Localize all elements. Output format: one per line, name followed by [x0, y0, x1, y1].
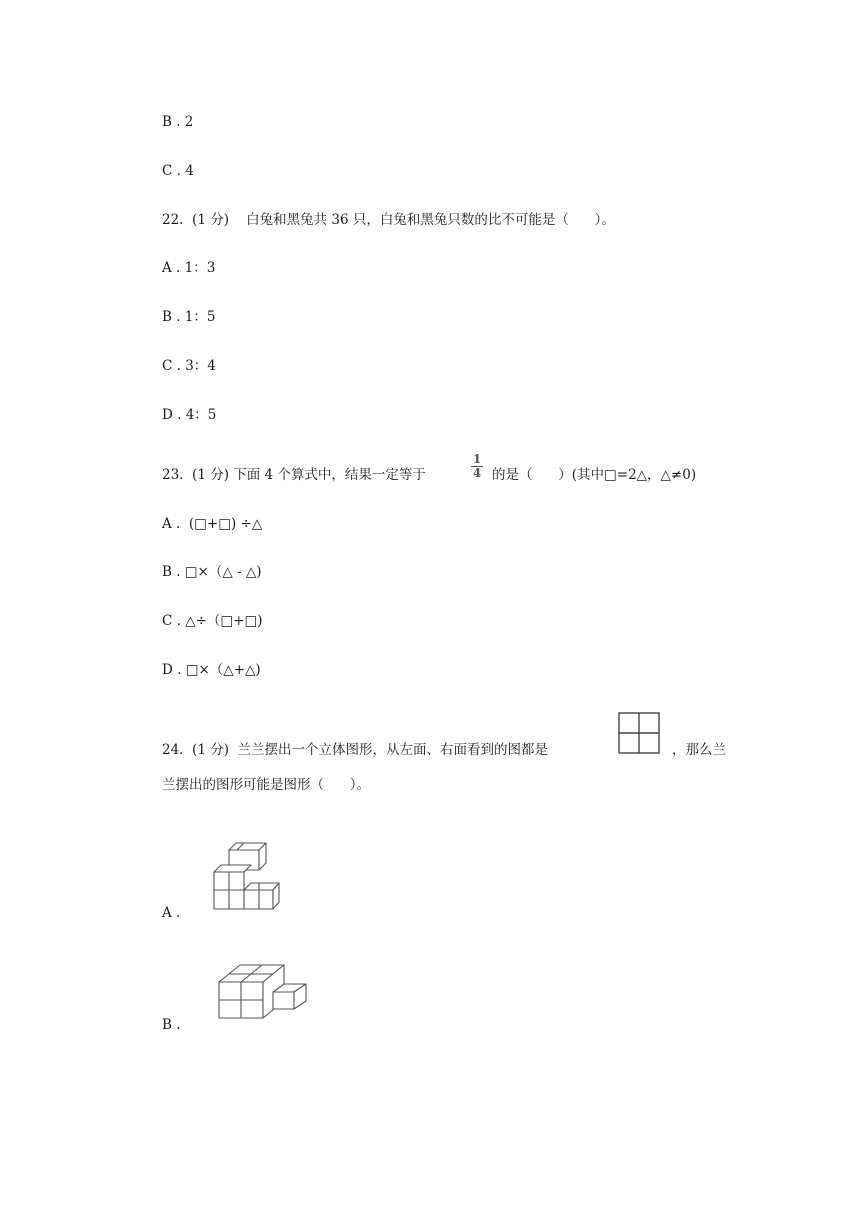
q22-option-b[interactable]: B . 1：5 — [162, 309, 216, 325]
fraction-numerator: 1 — [472, 452, 482, 466]
q24-side-view-figure — [618, 712, 660, 754]
q23-option-b[interactable]: B . □×（△ - △) — [162, 564, 262, 580]
q24-option-a-cube-figure[interactable] — [211, 838, 281, 914]
q24-stem-line1-before: 24. (1 分) 兰兰摆出一个立体图形，从左面、右面看到的图都是 — [162, 742, 549, 758]
q24-stem-line2: 兰摆出的图形可能是图形（ ）。 — [162, 777, 370, 793]
q23-stem-before: 23. (1 分) 下面 4 个算式中，结果一定等于 — [162, 467, 426, 483]
q23-option-c[interactable]: C . △÷（□+□) — [162, 613, 263, 629]
q21-option-c[interactable]: C . 4 — [162, 163, 194, 179]
q24-option-b-label[interactable]: B . — [162, 1017, 181, 1033]
fraction-denominator: 4 — [472, 466, 482, 480]
q22-option-a[interactable]: A . 1：3 — [162, 260, 216, 276]
q23-option-d[interactable]: D . □×（△+△) — [162, 662, 261, 678]
q21-option-b[interactable]: B . 2 — [162, 114, 194, 130]
q23-fraction — [470, 453, 484, 480]
q23-stem-after: 的是（ ）(其中□=2△，△≠0) — [492, 467, 697, 483]
q24-stem-line1-after: ，那么兰 — [672, 742, 726, 758]
q22-option-c[interactable]: C . 3：4 — [162, 358, 216, 374]
q24-option-a-label[interactable]: A . — [162, 905, 181, 921]
q24-option-b-cube-figure[interactable] — [216, 962, 316, 1022]
q23-option-a[interactable]: A . (□+□) ÷△ — [162, 516, 263, 532]
q22-stem: 22. (1 分) 白兔和黑兔共 36 只，白兔和黑兔只数的比不可能是（ ）。 — [162, 212, 615, 228]
q22-option-d[interactable]: D . 4：5 — [162, 407, 217, 423]
